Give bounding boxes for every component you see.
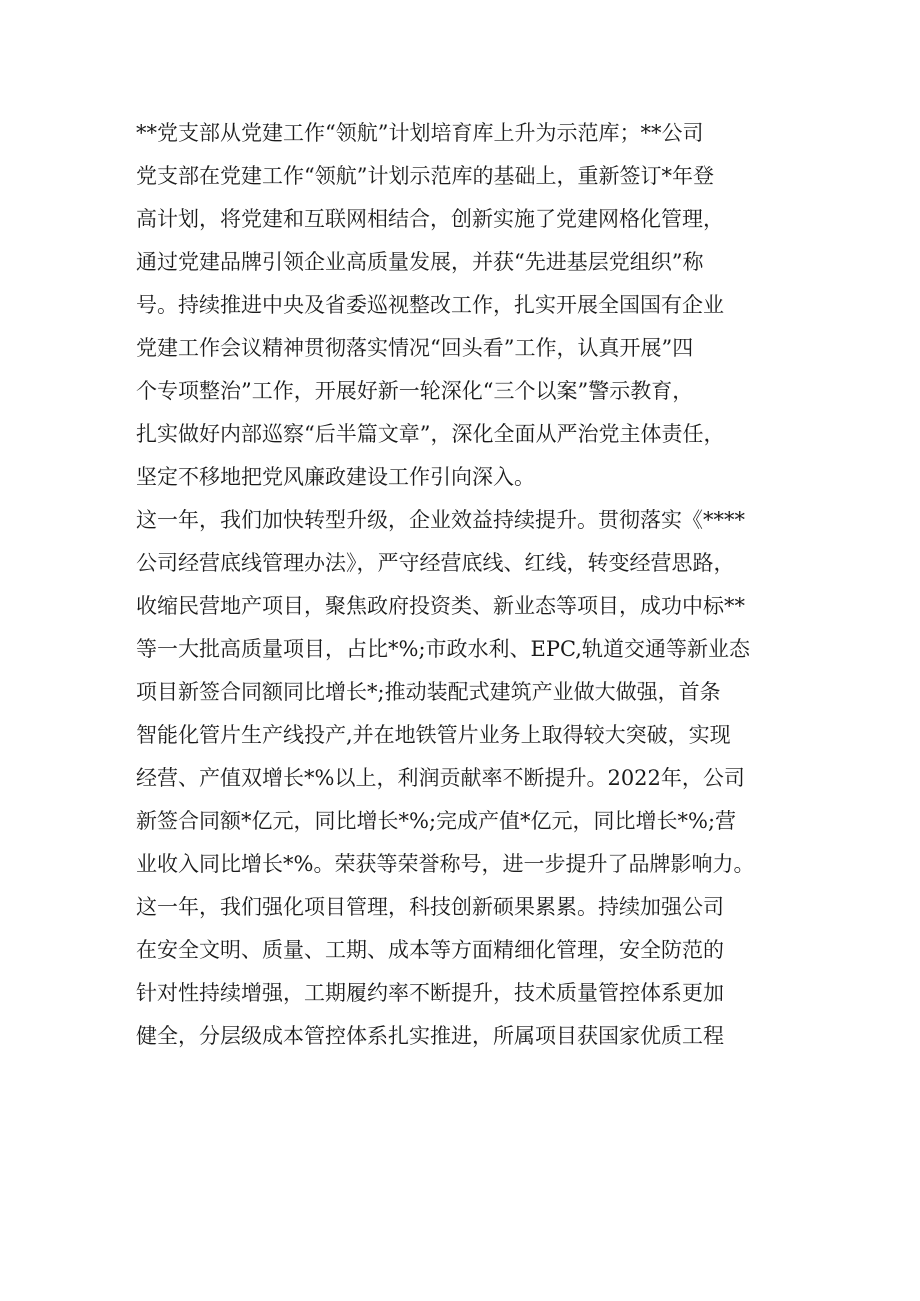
text-line: 业收入同比增长*%。荣获等荣誉称号，进一步提升了品牌影响力。 [136,852,755,876]
text-line: 党支部在党建工作“领航”计划示范库的基础上，重新签订*年登 [136,164,714,188]
body-text [136,112,816,1058]
text-line: 收缩民营地产项目，聚焦政府投资类、新业态等项目，成功中标** [136,594,745,618]
text-line: 项目新签合同额同比增长*;推动装配式建筑产业做大做强，首条 [136,680,721,704]
text-line: 号。持续推进中央及省委巡视整改工作，扎实开展全国国有企业 [136,293,724,317]
text-line: 等一大批高质量项目，占比*%;市政水利、EPC,轨道交通等新业态 [136,637,750,661]
text-line: 这一年，我们强化项目管理，科技创新硕果累累。持续加强公司 [136,895,724,919]
text-line: 经营、产值双增长*%以上，利润贡献率不断提升。2022年，公司 [136,766,745,790]
text-line: 公司经营底线管理办法》，严守经营底线、红线，转变经营思路， [136,551,735,575]
text-line: 针对性持续增强，工期履约率不断提升，技术质量管控体系更加 [136,981,724,1005]
text-line: 高计划，将党建和互联网相结合，创新实施了党建网格化管理， [136,207,724,231]
text-line: 扎实做好内部巡察“后半篇文章”，深化全面从严治党主体责任， [136,422,725,446]
text-line: **党支部从党建工作“领航”计划培育库上升为示范库；**公司 [136,121,704,145]
text-line: 坚定不移地把党风廉政建设工作引向深入。 [136,465,535,489]
text-line: 新签合同额*亿元，同比增长*%;完成产值*亿元，同比增长*%;营 [136,809,737,833]
text-line: 通过党建品牌引领企业高质量发展，并获“先进基层党组织”称 [136,250,704,274]
text-line: 在安全文明、质量、工期、成本等方面精细化管理，安全防范的 [136,938,724,962]
text-line: 智能化管片生产线投产,并在地铁管片业务上取得较大突破，实现 [136,723,731,747]
text-line: 个专项整治”工作，开展好新一轮深化“三个以案”警示教育， [136,379,694,403]
text-line: 健全，分层级成本管控体系扎实推进，所属项目获国家优质工程 [136,1024,724,1048]
text-line: 党建工作会议精神贯彻落实情况“回头看”工作，认真开展”四 [136,336,694,360]
text-line: 这一年，我们加快转型升级，企业效益持续提升。贯彻落实《**** [136,508,745,532]
